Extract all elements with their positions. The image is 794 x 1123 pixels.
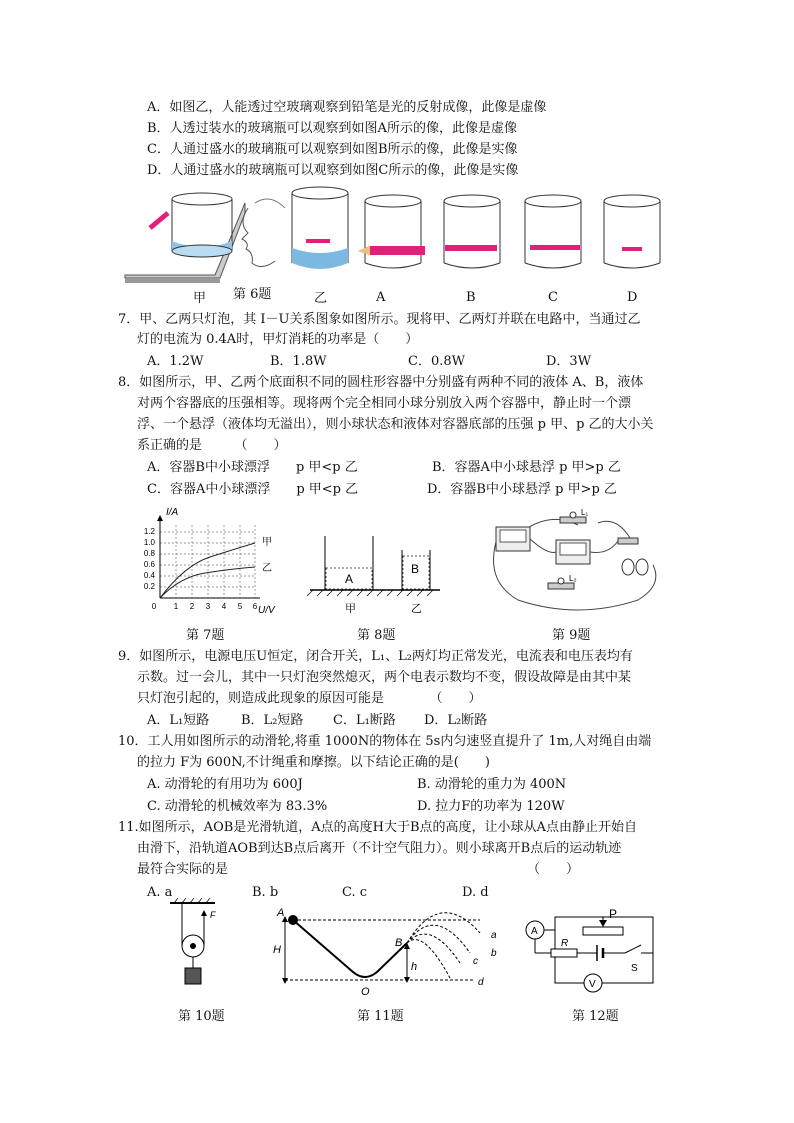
glass-c: [525, 195, 581, 268]
svg-text:6: 6: [252, 602, 258, 611]
svg-text:0.8: 0.8: [143, 549, 155, 558]
q11-option-b: B. b: [252, 885, 279, 900]
q9-stem-2: 示数。过一会儿，其中一只灯泡突然熄灭，两个电表示数均不变，假设故障是由其中某: [137, 670, 632, 685]
q10-pulley-figure: [160, 898, 240, 998]
svg-text:L₁: L₁: [581, 508, 589, 517]
svg-text:2: 2: [189, 602, 195, 611]
q8-figure: [305, 528, 445, 618]
q8-option-d: D．容器B中小球悬浮 p 甲>p 乙: [427, 482, 617, 497]
series-jia-curve: [160, 543, 255, 598]
q9-stem-1: 9．如图所示，电源电压U恒定，闭合开关，L₁、L₂两灯均正常发光，电流表和电压表均有: [118, 649, 633, 664]
q9-option-c: C．L₁断路: [333, 713, 396, 728]
q9-option-a: A．L₁短路: [147, 713, 210, 728]
glass-b: [444, 195, 500, 268]
q11-stem-1: 11.如图所示，AOB是光滑轨道，A点的高度H大于B点的高度，让小球从A点由静止开始自: [118, 820, 637, 835]
q8-stem-1: 8．如图所示，甲、乙两个底面积不同的圆柱形容器中分别盛有两种不同的液体 A、B，液体: [118, 375, 644, 390]
q9-stem-3: 只灯泡引起的，则造成此现象的原因可能是 （ ）: [137, 691, 482, 706]
glass-yi: [292, 187, 348, 269]
q7-option-d: D．3W: [546, 354, 592, 369]
battery-1: [622, 559, 634, 575]
q9-option-d: D．L₂断路: [424, 713, 488, 728]
svg-text:甲: 甲: [345, 603, 356, 615]
q6-option-b: B．人透过装水的玻璃瓶可以观察到如图A所示的像，此像是虚像: [147, 121, 517, 136]
fig7-caption: 第 7题: [186, 628, 225, 643]
glass-d: [604, 195, 660, 268]
glass-jia: [150, 193, 232, 257]
q10-stem-1: 10．工人用如图所示的动滑轮,将重 1000N的物体在 5s内匀速竖直提升了 1m,人对绳自由端: [118, 734, 652, 749]
q9-figure: [478, 505, 668, 620]
q7-option-b: B．1.8W: [270, 354, 327, 369]
q8-stem-3: 浮、一个悬浮（液体均无溢出），则小球状态和液体对容器底部的压强 p 甲、p 乙的大小关: [137, 417, 654, 432]
q11-option-d: D. d: [462, 885, 489, 900]
fig6-label-jia: 甲: [193, 291, 207, 306]
battery-2: [636, 559, 648, 575]
q11-bracket: （ ）: [527, 862, 580, 877]
fig6-label-a: A: [376, 290, 386, 305]
svg-text:B: B: [395, 937, 403, 949]
q11-stem-2: 由滑下，沿轨道AOB到达B点后离开（不计空气阻力）。则小球离开B点后的运动轨迹: [137, 841, 622, 856]
q8-option-c: C．容器A中小球漂浮 p 甲<p 乙: [147, 482, 359, 497]
q12-circuit-figure: [515, 905, 665, 1000]
q10-option-d: D. 拉力F的功率为 120W: [417, 799, 565, 814]
q6-option-d: D．人通过盛水的玻璃瓶可以观察到如图C所示的像，此像是实像: [147, 163, 519, 178]
svg-text:V: V: [589, 979, 596, 990]
svg-text:乙: 乙: [411, 603, 422, 615]
q10-stem-2: 的拉力 F为 600N,不计绳重和摩擦。以下结论正确的是( ): [137, 755, 490, 770]
series-yi-curve: [160, 567, 255, 598]
rheostat: [583, 927, 623, 935]
svg-text:P: P: [609, 907, 618, 921]
svg-text:O: O: [361, 986, 370, 998]
q10-option-b: B. 动滑轮的重力为 400N: [417, 777, 567, 792]
svg-text:5: 5: [237, 602, 243, 611]
q7-iu-chart: [130, 505, 290, 620]
series-jia-label: 甲: [262, 537, 272, 548]
svg-text:R: R: [561, 938, 569, 949]
svg-text:d: d: [478, 977, 484, 988]
svg-text:1.2: 1.2: [143, 527, 155, 536]
svg-text:0.6: 0.6: [143, 560, 155, 569]
svg-text:S: S: [631, 963, 638, 974]
svg-text:A: A: [345, 572, 354, 586]
svg-text:A: A: [277, 907, 285, 919]
resistor-r: [551, 949, 577, 957]
svg-text:3: 3: [205, 602, 211, 611]
q7-option-a: A．1.2W: [147, 354, 204, 369]
q7-option-c: C．0.8W: [408, 354, 465, 369]
glass-a: [358, 195, 425, 268]
fig6-label-yi: 乙: [314, 291, 328, 306]
q6-option-a: A．如图乙，人能透过空玻璃观察到铅笔是光的反射成像，此像是虚像: [147, 100, 547, 115]
x-axis-label: U/V: [258, 605, 275, 616]
svg-text:A: A: [531, 926, 538, 937]
fig12-caption: 第 12题: [572, 1009, 619, 1024]
svg-text:c: c: [473, 956, 478, 967]
q11-track-figure: [265, 898, 505, 998]
fig6-label-c: C: [548, 290, 558, 305]
q7-stem-1: 7．甲、乙两只灯泡，其 I－U关系图象如图所示。现将甲、乙两灯并联在电路中，当通过乙: [118, 312, 641, 327]
svg-text:F: F: [210, 910, 216, 920]
svg-text:b: b: [491, 948, 497, 959]
svg-text:0.4: 0.4: [143, 571, 155, 580]
q11-stem-3: 最符合实际的是: [137, 862, 229, 877]
q9-option-b: B．L₂短路: [241, 713, 304, 728]
svg-text:H: H: [273, 944, 281, 956]
svg-text:L₂: L₂: [569, 574, 577, 583]
svg-text:0.2: 0.2: [143, 582, 155, 591]
svg-text:a: a: [491, 930, 497, 941]
svg-text:B: B: [411, 562, 420, 576]
fig11-caption: 第 11题: [357, 1009, 404, 1024]
q10-option-c: C. 动滑轮的机械效率为 83.3%: [147, 799, 328, 814]
fig6-label-b: B: [466, 290, 476, 305]
q11-option-a: A. a: [147, 885, 173, 900]
series-yi-label: 乙: [262, 563, 272, 574]
y-axis-label: I/A: [166, 507, 179, 518]
weight-block: [185, 968, 201, 984]
q10-option-a: A. 动滑轮的有用功为 600J: [147, 777, 303, 792]
svg-text:0: 0: [151, 602, 157, 611]
q8-option-b: B．容器A中小球悬浮 p 甲>p 乙: [432, 460, 621, 475]
q6-option-c: C．人通过盛水的玻璃瓶可以观察到如图B所示的像，此像是实像: [147, 142, 518, 157]
svg-text:1.0: 1.0: [143, 538, 155, 547]
svg-text:h: h: [411, 961, 418, 973]
fig10-caption: 第 10题: [178, 1009, 225, 1024]
q8-stem-2: 对两个容器底的压强相等。现将两个完全相同小球分别放入两个容器中，静止时一个漂: [137, 396, 632, 411]
fig6-label-d: D: [627, 290, 638, 305]
q11-option-c: C. c: [342, 885, 368, 900]
svg-text:1: 1: [173, 602, 179, 611]
q8-stem-4: 系正确的是 （ ）: [137, 438, 287, 453]
fig8-caption: 第 8题: [357, 628, 396, 643]
q7-stem-2: 灯的电流为 0.4A时，甲灯消耗的功率是（ ）: [137, 332, 419, 347]
fig6-caption: 第 6题: [233, 287, 272, 302]
svg-text:4: 4: [221, 602, 227, 611]
fig9-caption: 第 9题: [552, 628, 591, 643]
switch: [618, 538, 638, 544]
q8-option-a: A．容器B中小球漂浮 p 甲<p 乙: [147, 460, 358, 475]
